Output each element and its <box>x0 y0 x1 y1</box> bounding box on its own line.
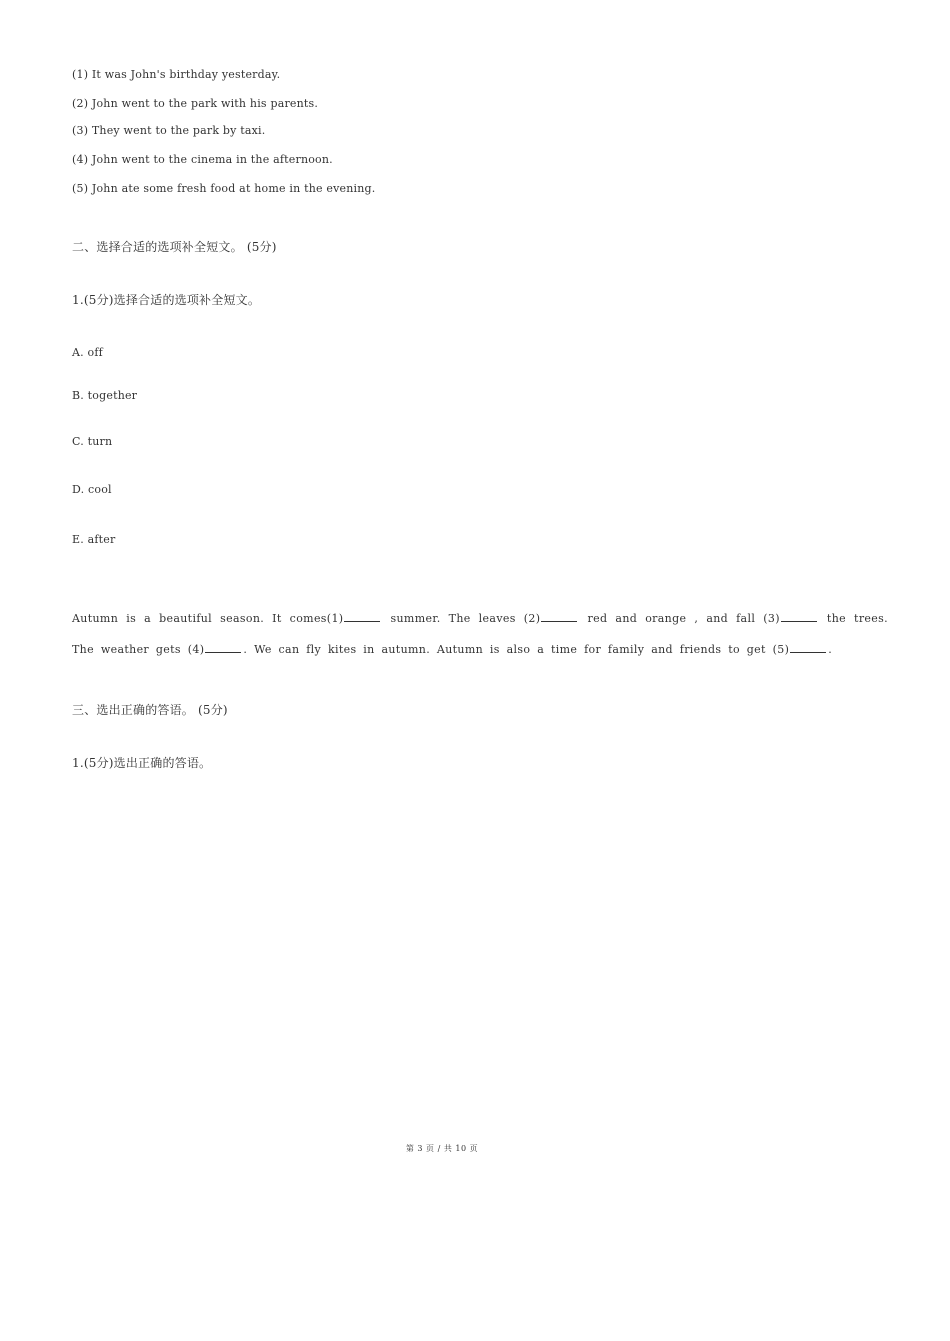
cloze-passage <box>72 603 888 665</box>
passage-text-5: . We can fly kites in autumn. Autumn is also a time for family and friends to get (5) <box>243 643 790 656</box>
blank-2[interactable] <box>541 611 577 622</box>
statement-4: (4) John went to the cinema in the afternoon. <box>72 153 333 166</box>
statement-2: (2) John went to the park with his parents. <box>72 97 319 110</box>
option-c: C. turn <box>72 435 113 448</box>
statement-5: (5) John ate some fresh food at home in the evening. <box>72 182 376 195</box>
blank-3[interactable] <box>781 611 817 622</box>
section-2-question: 1.(5分)选择合适的选项补全短文。 <box>72 293 261 307</box>
statement-1: (1) It was John's birthday yesterday. <box>72 68 281 81</box>
section-3-heading: 三、选出正确的答语。 (5分) <box>72 703 228 717</box>
option-e: E. after <box>72 533 116 546</box>
passage-text-4: the trees. The weather gets (4) <box>72 612 888 656</box>
passage-text-3: red and orange , and fall (3) <box>579 612 780 625</box>
option-d: D. cool <box>72 483 112 496</box>
option-b: B. together <box>72 389 138 402</box>
passage-text-6: . <box>828 643 833 656</box>
section-2-heading: 二、选择合适的选项补全短文。 (5分) <box>72 240 277 254</box>
blank-4[interactable] <box>205 642 241 653</box>
passage-text-2: summer. The leaves (2) <box>382 612 541 625</box>
blank-5[interactable] <box>790 642 826 653</box>
passage-text-1: Autumn is a beautiful season. It comes(1) <box>72 612 344 625</box>
option-a: A. off <box>72 346 103 359</box>
section-3-question: 1.(5分)选出正确的答语。 <box>72 756 212 770</box>
statement-3: (3) They went to the park by taxi. <box>72 124 266 137</box>
blank-1[interactable] <box>344 611 380 622</box>
page-footer: 第 3 页 / 共 10 页 <box>405 1144 479 1153</box>
